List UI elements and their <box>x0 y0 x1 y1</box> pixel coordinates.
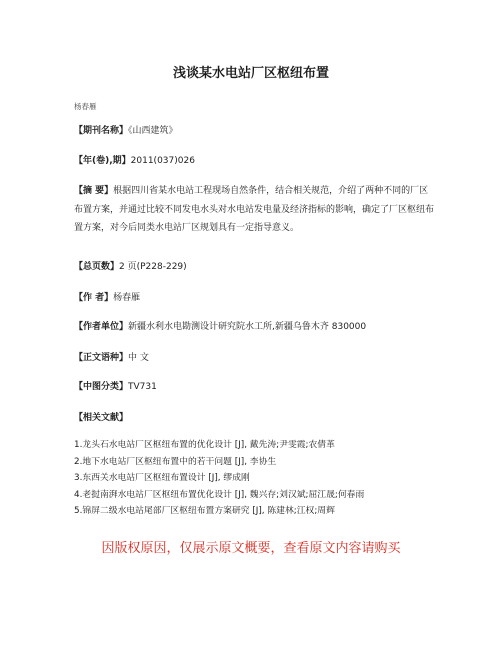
field-label: 【总页数】 <box>74 262 120 272</box>
reference-item[interactable]: 4.老挝南湃水电站厂区枢纽布置优化设计 [J], 魏兴存;刘汉斌;屈江晟;何春雨 <box>74 489 365 500</box>
field-year-volume-issue <box>74 152 434 171</box>
field-value: 《山西建筑》 <box>128 126 178 136</box>
field-value: 杨春雁 <box>113 293 141 303</box>
document-title: 浅谈某水电站厂区枢纽布置 <box>172 66 329 81</box>
field-language <box>74 349 434 368</box>
reference-item[interactable]: 5.锦屏二级水电站尾部厂区枢纽布置方案研究 [J], 陈建林;江权;周辉 <box>74 506 335 517</box>
reference-item[interactable]: 3.东西关水电站厂区枢纽布置设计 [J], 缪成刚 <box>74 473 250 484</box>
field-label: 【作者单位】 <box>74 322 129 332</box>
field-value: 根据四川省某水电站工程现场自然条件，结合相关规范，介绍了两种不同的厂区布置方案，并通过比较不同发电水头对水电站发电量及经济指标的影响，确定了厂区枢纽布置方案，对今后同类水电站厂区规划具有一定指导意义。 <box>74 186 435 233</box>
field-author-affiliation <box>74 318 434 337</box>
field-label: 【中图分类】 <box>74 382 129 392</box>
reference-item[interactable]: 1.龙头石水电站厂区枢纽布置的优化设计 [J], 戴先涛;尹雯霞;农倩革 <box>74 440 335 450</box>
copyright-notice: 因版权原因，仅展示原文概要，查看原文内容请购买 <box>101 541 401 556</box>
references-list <box>74 437 454 520</box>
field-value: 新疆水利水电勘测设计研究院水工所,新疆乌鲁木齐 830000 <box>128 322 367 332</box>
field-abstract <box>74 182 434 238</box>
field-label: 【摘 要】 <box>74 186 114 196</box>
author-name: 杨春雁 <box>74 102 97 111</box>
field-label: 【期刊名称】 <box>74 126 129 136</box>
field-value: TV731 <box>128 382 157 392</box>
field-total-pages <box>74 258 434 277</box>
references-heading: 【相关文献】 <box>74 413 129 423</box>
reference-item[interactable]: 2.地下水电站厂区枢纽布置中的若干问题 [J], 李协生 <box>74 456 277 467</box>
field-value: 2 页(P228-229) <box>119 262 187 272</box>
field-journal-name <box>74 122 434 141</box>
field-classification <box>74 378 434 397</box>
field-label: 【作 者】 <box>74 293 114 303</box>
field-label: 【正文语种】 <box>74 353 129 363</box>
field-label: 【年(卷),期】 <box>74 156 131 166</box>
field-author <box>74 289 434 308</box>
field-value: 中 文 <box>128 353 149 363</box>
field-value: 2011(037)026 <box>130 156 195 166</box>
